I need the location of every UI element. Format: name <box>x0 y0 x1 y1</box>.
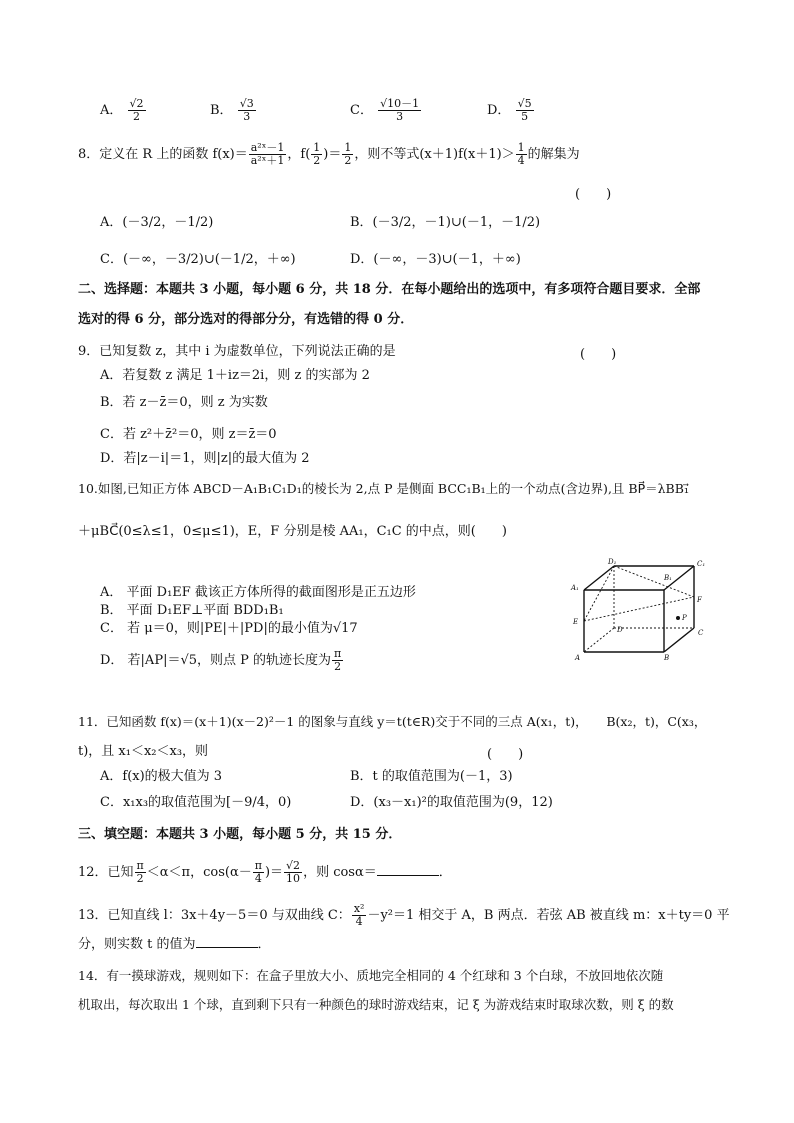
q7-option-c <box>350 98 422 123</box>
option-letter: A． <box>100 103 123 118</box>
q9-stem: 9．已知复数 z，其中 i 为虚数单位，下列说法正确的是 <box>78 344 396 359</box>
q12-stem <box>78 860 452 885</box>
label-p: P <box>682 614 687 622</box>
fraction <box>284 860 302 885</box>
numerator: √2 <box>286 859 301 872</box>
q10-option-d <box>100 648 344 673</box>
edge <box>584 566 614 590</box>
fraction <box>332 648 343 673</box>
numerator: √10－1 <box>380 97 420 110</box>
text: 8．定义在 R 上的函数 f(x)＝ <box>78 147 248 162</box>
text: )＝ <box>264 865 284 880</box>
option-letter: C． <box>350 103 373 118</box>
numerator: 1 <box>517 141 525 154</box>
q10-option-a: A． 平面 D₁EF 截该正方体所得的截面图形是正五边形 <box>100 585 416 600</box>
answer-paren: ( ) <box>487 747 524 762</box>
q10-option-c: C． 若 μ＝0，则|PE|＋|PD|的最小值为√17 <box>100 621 358 636</box>
q14-line-1: 14．有一摸球游戏，规则如下：在盒子里放大小、质地完全相同的 4 个红球和 3 个白球，不放回地依次随 <box>78 968 664 983</box>
fraction <box>128 98 146 123</box>
cube-figure <box>566 556 716 666</box>
numerator: √2 <box>129 97 144 110</box>
numerator: π <box>254 859 262 872</box>
fraction <box>238 98 256 123</box>
section-heading: 三、填空题：本题共 3 小题，每小题 5 分，共 15 分． <box>78 827 402 842</box>
text: ，则不等式(x＋1)f(x＋1)＞ <box>354 147 515 162</box>
q10-option-b: B． 平面 D₁EF⊥平面 BDD₁B₁ <box>100 603 284 618</box>
denominator: 3 <box>243 110 251 123</box>
label-b1: B₁ <box>664 574 672 582</box>
option-letter: B． <box>210 103 233 118</box>
q14-line-2: 机取出，每次取出 1 个球，直到剩下只有一种颜色的球时游戏结束，记 ξ 为游戏结束时取球次数，则 ξ 的数 <box>78 997 674 1012</box>
numerator: x² <box>353 902 365 915</box>
answer-paren: ( ) <box>575 187 612 202</box>
q11-stem-1: 11．已知函数 f(x)＝(x＋1)(x－2)²－1 的图象与直线 y＝t(t∈R)交于不同的三点 A(x₁，t)， B(x₂，t)，C(x₃， <box>78 714 707 729</box>
q8-option-c: C．(－∞，－3/2)∪(－1/2，＋∞) <box>100 252 296 267</box>
fraction <box>135 860 146 885</box>
label-a1: A₁ <box>571 584 579 592</box>
edge <box>664 628 694 652</box>
label-d: D <box>617 626 623 634</box>
text: )＝ <box>323 147 342 162</box>
text: ． <box>438 865 452 880</box>
fraction <box>352 903 367 928</box>
numerator: √3 <box>239 97 254 110</box>
q11-option-d: D．(x₃－x₁)²的取值范围为(9，12) <box>350 795 553 810</box>
q11-stem-2: t)，且 x₁＜x₂＜x₃，则 <box>78 744 209 759</box>
q8-option-d: D．(－∞，－3)∪(－1，＋∞) <box>350 252 521 267</box>
q7-option-a <box>100 98 147 123</box>
numerator: √5 <box>517 97 532 110</box>
q11-option-b: B．t 的取值范围为(－1，3) <box>350 769 513 784</box>
text: ＜α＜π，cos(α－ <box>146 865 252 880</box>
section-heading-cont: 选对的得 6 分，部分选对的得部分分，有选错的得 0 分． <box>78 312 414 327</box>
text: －y²＝1 相交于 A，B 两点．若弦 AB 被直线 m：x＋ty＝0 平 <box>367 908 730 923</box>
text: 13．已知直线 l：3x＋4y－5＝0 与双曲线 C： <box>78 908 351 923</box>
answer-blank[interactable] <box>377 863 439 876</box>
q7-option-b <box>210 98 257 123</box>
label-b: B <box>664 654 670 662</box>
q10-stem-2: ＋μBC⃗(0≤λ≤1，0≤μ≤1)，E，F 分别是棱 AA₁，C₁C 的中点，则( ) <box>78 524 507 539</box>
q8-stem <box>78 142 580 167</box>
text: 的解集为 <box>527 147 580 162</box>
label-d1: D₁ <box>608 558 617 566</box>
label-c: C <box>698 629 704 637</box>
denominator: 2 <box>344 154 352 167</box>
q7-option-d <box>487 98 535 123</box>
option-letter: D． <box>487 103 511 118</box>
text: D． 若|AP|＝√5，则点 P 的轨迹长度为 <box>100 653 332 668</box>
fraction <box>249 142 287 167</box>
denominator: a²ˣ＋1 <box>250 154 285 167</box>
q8-option-b: B．(－3/2，－1)∪(－1，－1/2) <box>350 215 541 230</box>
section-line <box>584 566 614 621</box>
numerator: a²ˣ－1 <box>250 141 285 154</box>
numerator: π <box>334 647 342 660</box>
fraction <box>311 142 322 167</box>
section-heading: 二、选择题：本题共 3 小题，每小题 6 分，共 18 分．在每小题给出的选项中，有多项符合题目要求．全部 <box>78 282 701 297</box>
numerator: 1 <box>344 141 352 154</box>
hidden-edge <box>584 628 614 652</box>
fraction <box>516 142 527 167</box>
fraction <box>253 860 264 885</box>
q11-option-c: C．x₁x₃的取值范围为[－9/4，0) <box>100 795 292 810</box>
denominator: 4 <box>254 872 262 885</box>
denominator: 2 <box>334 660 342 673</box>
q13-stem-1 <box>78 903 730 928</box>
label-c1: C₁ <box>697 560 706 568</box>
point-p <box>676 616 680 620</box>
fraction <box>378 98 421 123</box>
q9-option-b: B．若 z－z̄＝0，则 z 为实数 <box>100 395 268 410</box>
label-f: F <box>697 596 702 604</box>
denominator: 3 <box>396 110 404 123</box>
q10-stem-1: 10.如图,已知正方体 ABCD－A₁B₁C₁D₁的棱长为 2,点 P 是侧面 BCC₁B₁上的一个动点(含边界),且 BP⃗＝λBB₁⃗ <box>78 481 689 496</box>
denominator: 2 <box>136 872 144 885</box>
answer-paren: ( ) <box>580 347 617 362</box>
denominator: 4 <box>355 915 363 928</box>
text: ． <box>257 937 271 952</box>
label-e: E <box>573 618 579 626</box>
label-a: A <box>575 654 581 662</box>
q8-option-a: A．(－3/2，－1/2) <box>100 215 214 230</box>
q11-option-a: A．f(x)的极大值为 3 <box>100 769 223 784</box>
q13-stem-2 <box>78 935 271 954</box>
text: 12．已知 <box>78 865 134 880</box>
fraction <box>342 142 353 167</box>
denominator: 5 <box>521 110 529 123</box>
text: 分，则实数 t 的值为 <box>78 937 196 952</box>
q9-option-a: A．若复数 z 满足 1＋iz＝2i，则 z 的实部为 2 <box>100 368 370 383</box>
denominator: 10 <box>286 872 301 885</box>
denominator: 2 <box>133 110 141 123</box>
section-line <box>614 566 694 597</box>
numerator: 1 <box>313 141 321 154</box>
fraction <box>516 98 534 123</box>
denominator: 4 <box>517 154 525 167</box>
text: ，f( <box>287 147 311 162</box>
denominator: 2 <box>313 154 321 167</box>
q9-option-c: C．若 z²＋z̄²＝0，则 z＝z̄＝0 <box>100 427 277 442</box>
numerator: π <box>136 859 144 872</box>
text: ，则 cosα＝ <box>303 865 377 880</box>
answer-blank[interactable] <box>196 935 258 948</box>
q9-option-d: D．若|z－i|＝1，则|z|的最大值为 2 <box>100 451 310 466</box>
